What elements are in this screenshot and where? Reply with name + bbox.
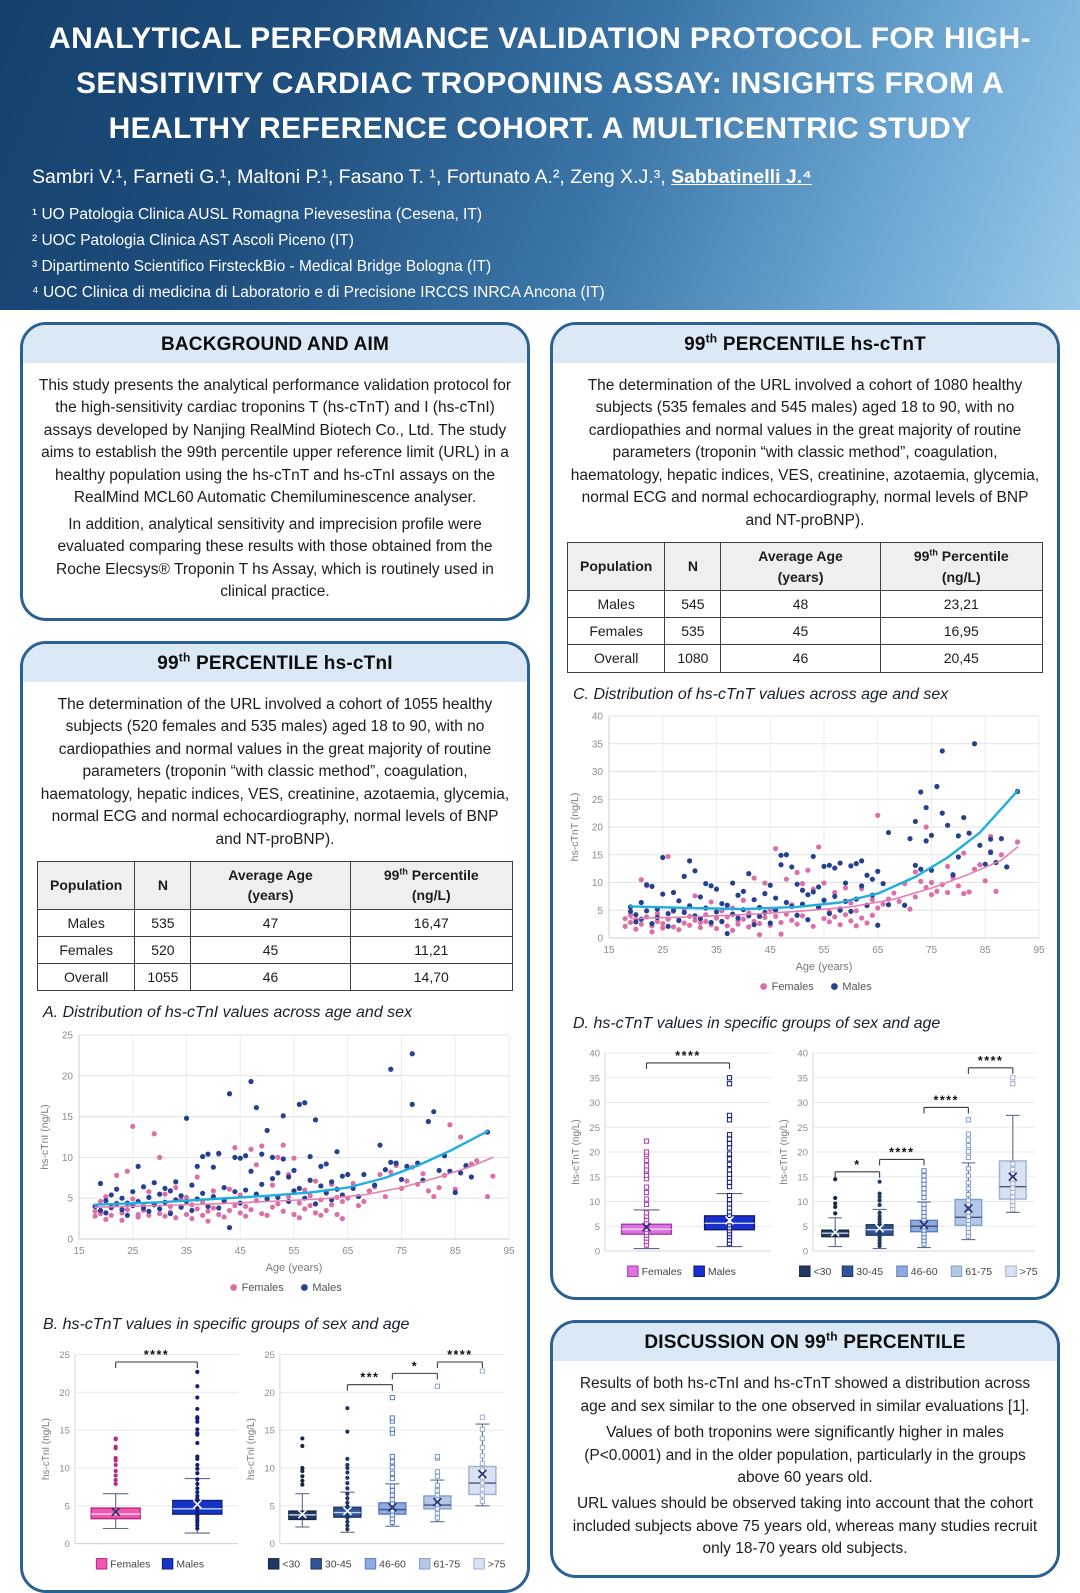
title-line-1: ANALYTICAL PERFORMANCE VALIDATION PROTOCOL FOR HIGH- bbox=[49, 22, 1031, 55]
tni-content bbox=[23, 682, 527, 1590]
svg-text:25: 25 bbox=[264, 1349, 275, 1361]
svg-text:15: 15 bbox=[591, 850, 603, 862]
svg-text:35: 35 bbox=[589, 1073, 600, 1085]
table-cell: 45 bbox=[191, 936, 350, 963]
poster-header bbox=[0, 0, 1080, 310]
svg-text:45: 45 bbox=[764, 944, 776, 956]
table-cell: 545 bbox=[665, 590, 721, 617]
table-row bbox=[568, 618, 1043, 645]
svg-text:25: 25 bbox=[61, 1030, 73, 1042]
svg-text:46-60: 46-60 bbox=[379, 1559, 407, 1571]
svg-text:95: 95 bbox=[503, 1245, 515, 1257]
svg-text:85: 85 bbox=[979, 944, 991, 956]
svg-text:40: 40 bbox=[591, 711, 603, 723]
svg-text:35: 35 bbox=[797, 1073, 808, 1085]
table-cell: 520 bbox=[135, 936, 191, 963]
svg-text:****: **** bbox=[447, 1347, 473, 1362]
box-title: DISCUSSION ON 99th PERCENTILE bbox=[553, 1323, 1057, 1361]
table-header-cell: Population bbox=[38, 861, 135, 909]
table-header-cell: Population bbox=[568, 543, 665, 591]
svg-text:****: **** bbox=[675, 1049, 701, 1064]
percentile-tnt-box bbox=[550, 322, 1060, 1300]
table-cell: Males bbox=[38, 909, 135, 936]
svg-text:85: 85 bbox=[449, 1245, 461, 1257]
svg-text:75: 75 bbox=[925, 944, 938, 956]
table-cell: 45 bbox=[721, 618, 880, 645]
svg-text:5: 5 bbox=[802, 1221, 808, 1233]
svg-text:*: * bbox=[411, 1359, 419, 1374]
svg-text:hs-cTnT (ng/L): hs-cTnT (ng/L) bbox=[571, 1119, 582, 1185]
scatter-chart-hs-ctni bbox=[37, 1027, 519, 1303]
discussion-box bbox=[550, 1320, 1060, 1578]
svg-text:hs-cTnI (ng/L): hs-cTnI (ng/L) bbox=[246, 1417, 258, 1480]
svg-text:>75: >75 bbox=[1019, 1266, 1038, 1279]
table-cell: 14,70 bbox=[350, 964, 512, 991]
svg-text:35: 35 bbox=[710, 944, 723, 956]
svg-text:45: 45 bbox=[234, 1245, 246, 1257]
tnt-content bbox=[553, 363, 1057, 1297]
svg-text:15: 15 bbox=[73, 1245, 85, 1257]
table-cell: Males bbox=[568, 590, 665, 617]
svg-text:61-75: 61-75 bbox=[965, 1266, 993, 1279]
affiliation-line: ³ Dipartimento Scientifico FirsteckBio - Medical Bridge Bologna (IT) bbox=[32, 258, 492, 276]
svg-text:30-45: 30-45 bbox=[325, 1559, 352, 1571]
svg-text:25: 25 bbox=[657, 944, 669, 956]
svg-text:25: 25 bbox=[589, 1122, 600, 1134]
svg-text:35: 35 bbox=[180, 1245, 193, 1257]
affiliation-line: ⁴ UOC Clinica di medicina di Laboratorio e di Precisione IRCCS INRCA Ancona (IT) bbox=[32, 284, 605, 302]
svg-text:15: 15 bbox=[59, 1425, 70, 1437]
svg-text:20: 20 bbox=[589, 1147, 600, 1159]
svg-text:hs-cTnI (ng/L): hs-cTnI (ng/L) bbox=[39, 1103, 51, 1170]
table-cell: 535 bbox=[135, 909, 191, 936]
svg-text:0: 0 bbox=[64, 1538, 70, 1550]
table-cell: 11,21 bbox=[350, 936, 512, 963]
caption-a: A. Distribution of hs-cTnI values across age and sex bbox=[43, 1004, 413, 1022]
caption-b: B. hs-cTnT values in specific groups of sex and age bbox=[43, 1315, 410, 1333]
svg-text:20: 20 bbox=[797, 1147, 808, 1159]
svg-text:30-45: 30-45 bbox=[856, 1266, 884, 1279]
svg-text:0: 0 bbox=[269, 1538, 275, 1550]
svg-text:<30: <30 bbox=[813, 1266, 832, 1279]
paragraph: Values of both troponins were significantly higher in males (P<0.0001) and in the older population, particularly in the groups above 60 years old. bbox=[584, 1424, 1026, 1487]
svg-text:20: 20 bbox=[59, 1387, 70, 1399]
svg-text:Females: Females bbox=[241, 1281, 284, 1294]
svg-text:25: 25 bbox=[591, 794, 603, 806]
svg-text:10: 10 bbox=[264, 1463, 275, 1475]
svg-text:15: 15 bbox=[797, 1172, 808, 1184]
svg-text:Females: Females bbox=[771, 980, 814, 993]
svg-text:Age (years): Age (years) bbox=[795, 960, 853, 973]
table-cell: 48 bbox=[721, 590, 880, 617]
svg-text:25: 25 bbox=[127, 1245, 139, 1257]
svg-text:*: * bbox=[854, 1157, 861, 1172]
svg-text:20: 20 bbox=[61, 1070, 73, 1082]
svg-text:10: 10 bbox=[589, 1197, 600, 1209]
paragraph: The determination of the URL involved a cohort of 1055 healthy subjects (520 females and 535 males) aged 18 to 90, with no cardiopathies and normal values in the great majority of routine parameters (troponin “with classic method”, coagulation, haematology, hepatic indices, VES, creatinine, azotaemia, glycemia, normal ECG and normal echocardiography, normal levels of BNP and NT-proBNP). bbox=[40, 695, 510, 848]
svg-text:25: 25 bbox=[59, 1349, 70, 1361]
svg-text:****: **** bbox=[143, 1347, 170, 1362]
table-header-cell: N bbox=[665, 543, 721, 591]
percentile-tni-box bbox=[20, 641, 530, 1593]
table-cell: 46 bbox=[721, 645, 880, 672]
svg-text:****: **** bbox=[933, 1093, 959, 1108]
paragraph: In addition, analytical sensitivity and imprecision profile were evaluated comparing these results with those obtained from the Roche Elecsys® Troponin T hs Assay, which is routinely used in clinical practice. bbox=[56, 515, 494, 601]
authors-line bbox=[32, 166, 1050, 189]
svg-text:65: 65 bbox=[872, 944, 884, 956]
table-cell: 1080 bbox=[665, 645, 721, 672]
svg-text:0: 0 bbox=[802, 1246, 808, 1258]
paragraph: This study presents the analytical performance validation protocol for the high-sensitivity cardiac troponins T (hs-cTnT) and I (hs-cTnI) assays developed by Nanjing RealMind Biotech Co., Ltd. The study aims to establish the 99th percentile upper reference limit (URL) in a healthy population using the hs-cTnT and hs-cTnI assays on the RealMind MCL60 Automatic Chemiluminescence analyser. bbox=[38, 377, 512, 507]
affiliations bbox=[32, 202, 1050, 306]
svg-text:30: 30 bbox=[589, 1098, 600, 1110]
authors-last: Sabbatinelli J.⁴ bbox=[671, 166, 812, 188]
svg-text:75: 75 bbox=[395, 1245, 408, 1257]
svg-text:Females: Females bbox=[641, 1266, 682, 1279]
table-cell: 23,21 bbox=[880, 590, 1042, 617]
caption-c: C. Distribution of hs-cTnT values across age and sex bbox=[573, 685, 949, 703]
svg-text:Males: Males bbox=[842, 980, 872, 993]
svg-text:5: 5 bbox=[67, 1193, 73, 1205]
background-aim-box bbox=[20, 322, 530, 621]
svg-text:55: 55 bbox=[288, 1245, 300, 1257]
svg-text:10: 10 bbox=[61, 1152, 73, 1164]
svg-text:55: 55 bbox=[818, 944, 830, 956]
svg-text:>75: >75 bbox=[487, 1559, 506, 1571]
tni-population-table bbox=[37, 861, 513, 991]
table-cell: 1055 bbox=[135, 964, 191, 991]
caption-d: D. hs-cTnT values in specific groups of sex and age bbox=[573, 1014, 941, 1032]
svg-text:***: *** bbox=[360, 1370, 380, 1385]
authors-main: Sambri V.¹, Farneti G.¹, Maltoni P.¹, Fasano T. ¹, Fortunato A.², Zeng X.J.³, bbox=[32, 166, 672, 188]
svg-text:Age (years): Age (years) bbox=[265, 1261, 323, 1274]
scatter-chart-hs-ctnt bbox=[567, 708, 1049, 1002]
affiliation-line: ² UOC Patologia Clinica AST Ascoli Piceno (IT) bbox=[32, 232, 354, 250]
svg-text:10: 10 bbox=[591, 877, 603, 889]
poster-body bbox=[0, 310, 1080, 1593]
svg-text:20: 20 bbox=[591, 822, 603, 834]
table-header-cell: 99th Percentile (ng/L) bbox=[880, 543, 1042, 591]
svg-text:0: 0 bbox=[67, 1234, 73, 1246]
svg-text:****: **** bbox=[977, 1053, 1004, 1068]
poster-title bbox=[30, 16, 1050, 151]
title-line-2: SENSITIVITY CARDIAC TROPONINS ASSAY: INSIGHTS FROM A bbox=[75, 67, 1005, 100]
svg-text:35: 35 bbox=[591, 739, 603, 751]
table-row bbox=[38, 909, 513, 936]
affiliation-line: ¹ UO Patologia Clinica AUSL Romagna Pievesestina (Cesena, IT) bbox=[32, 206, 482, 223]
svg-text:hs-cTnT (ng/L): hs-cTnT (ng/L) bbox=[569, 792, 581, 862]
table-header-cell: N bbox=[135, 861, 191, 909]
svg-text:40: 40 bbox=[797, 1048, 808, 1060]
table-cell: 20,45 bbox=[880, 645, 1042, 672]
svg-text:0: 0 bbox=[597, 933, 603, 945]
svg-text:46-60: 46-60 bbox=[910, 1266, 938, 1279]
box-title: 99th PERCENTILE hs-cTnI bbox=[23, 644, 527, 682]
svg-text:30: 30 bbox=[591, 766, 603, 778]
paragraph: URL values should be observed taking into account that the cohort included subjects above 75 years old, whereas many studies recruit only 18-70 years old subjects. bbox=[572, 1495, 1038, 1558]
svg-text:25: 25 bbox=[797, 1122, 808, 1134]
boxplot-pair-d bbox=[567, 1037, 1043, 1287]
boxplot-pair-b bbox=[37, 1338, 513, 1580]
svg-text:hs-cTnI (ng/L): hs-cTnI (ng/L) bbox=[40, 1417, 52, 1480]
svg-text:0: 0 bbox=[594, 1246, 600, 1258]
svg-text:<30: <30 bbox=[282, 1559, 301, 1571]
svg-text:Males: Males bbox=[312, 1281, 342, 1294]
svg-text:40: 40 bbox=[589, 1048, 600, 1060]
boxplot-hs-ctni-age bbox=[244, 1338, 511, 1580]
table-header-cell: Average Age (years) bbox=[721, 543, 880, 591]
svg-text:Males: Males bbox=[176, 1559, 205, 1571]
table-cell: Overall bbox=[568, 645, 665, 672]
svg-text:10: 10 bbox=[59, 1463, 70, 1475]
svg-text:95: 95 bbox=[1033, 944, 1045, 956]
svg-text:hs-cTnT (ng/L): hs-cTnT (ng/L) bbox=[779, 1119, 790, 1185]
table-header-cell: 99th Percentile (ng/L) bbox=[350, 861, 512, 909]
table-cell: Females bbox=[38, 936, 135, 963]
boxplot-hs-ctnt-age bbox=[777, 1037, 1041, 1287]
svg-text:10: 10 bbox=[797, 1197, 808, 1209]
table-row bbox=[38, 964, 513, 991]
table-cell: 16,47 bbox=[350, 909, 512, 936]
paragraph: The determination of the URL involved a cohort of 1080 healthy subjects (535 females and 545 males) aged 18 to 90, with no cardiopathies and normal values in the great majority of routine parameters (troponin “with classic method”, coagulation, haematology, hepatic indices, VES, creatinine, azotaemia, glycemia, normal ECG and normal echocardiography, normal levels of BNP and NT-proBNP). bbox=[570, 377, 1040, 529]
svg-text:15: 15 bbox=[264, 1425, 275, 1437]
svg-text:15: 15 bbox=[603, 944, 615, 956]
svg-text:30: 30 bbox=[797, 1098, 808, 1110]
right-column bbox=[550, 322, 1060, 1593]
table-row bbox=[568, 645, 1043, 672]
svg-text:Females: Females bbox=[110, 1559, 151, 1571]
discussion-text bbox=[553, 1361, 1057, 1575]
svg-text:65: 65 bbox=[342, 1245, 354, 1257]
svg-text:****: **** bbox=[889, 1145, 915, 1160]
svg-text:15: 15 bbox=[61, 1111, 73, 1123]
title-line-3: HEALTHY REFERENCE COHORT. A MULTICENTRIC STUDY bbox=[108, 112, 972, 145]
table-row bbox=[568, 590, 1043, 617]
table-cell: 16,95 bbox=[880, 618, 1042, 645]
boxplot-hs-ctni-sex bbox=[39, 1338, 244, 1580]
table-row bbox=[38, 936, 513, 963]
paragraph: Results of both hs-cTnI and hs-cTnT showed a distribution across age and sex similar to the one observed in similar evaluations [1]. bbox=[579, 1375, 1031, 1415]
svg-text:5: 5 bbox=[269, 1501, 275, 1513]
box-title: 99th PERCENTILE hs-cTnT bbox=[553, 325, 1057, 363]
svg-text:20: 20 bbox=[264, 1387, 275, 1399]
svg-text:15: 15 bbox=[589, 1172, 600, 1184]
tnt-population-table bbox=[567, 542, 1043, 672]
table-header-cell: Average Age (years) bbox=[191, 861, 350, 909]
table-cell: Females bbox=[568, 618, 665, 645]
svg-text:5: 5 bbox=[64, 1501, 70, 1513]
table-cell: 47 bbox=[191, 909, 350, 936]
svg-text:Males: Males bbox=[707, 1266, 736, 1279]
table-cell: 46 bbox=[191, 964, 350, 991]
boxplot-hs-ctnt-sex bbox=[569, 1037, 777, 1287]
background-aim-text bbox=[23, 363, 527, 618]
box-title: BACKGROUND AND AIM bbox=[23, 325, 527, 363]
left-column bbox=[20, 322, 530, 1593]
svg-text:5: 5 bbox=[594, 1221, 600, 1233]
svg-text:61-75: 61-75 bbox=[433, 1559, 461, 1571]
svg-text:5: 5 bbox=[597, 905, 603, 917]
table-cell: 535 bbox=[665, 618, 721, 645]
table-cell: Overall bbox=[38, 964, 135, 991]
